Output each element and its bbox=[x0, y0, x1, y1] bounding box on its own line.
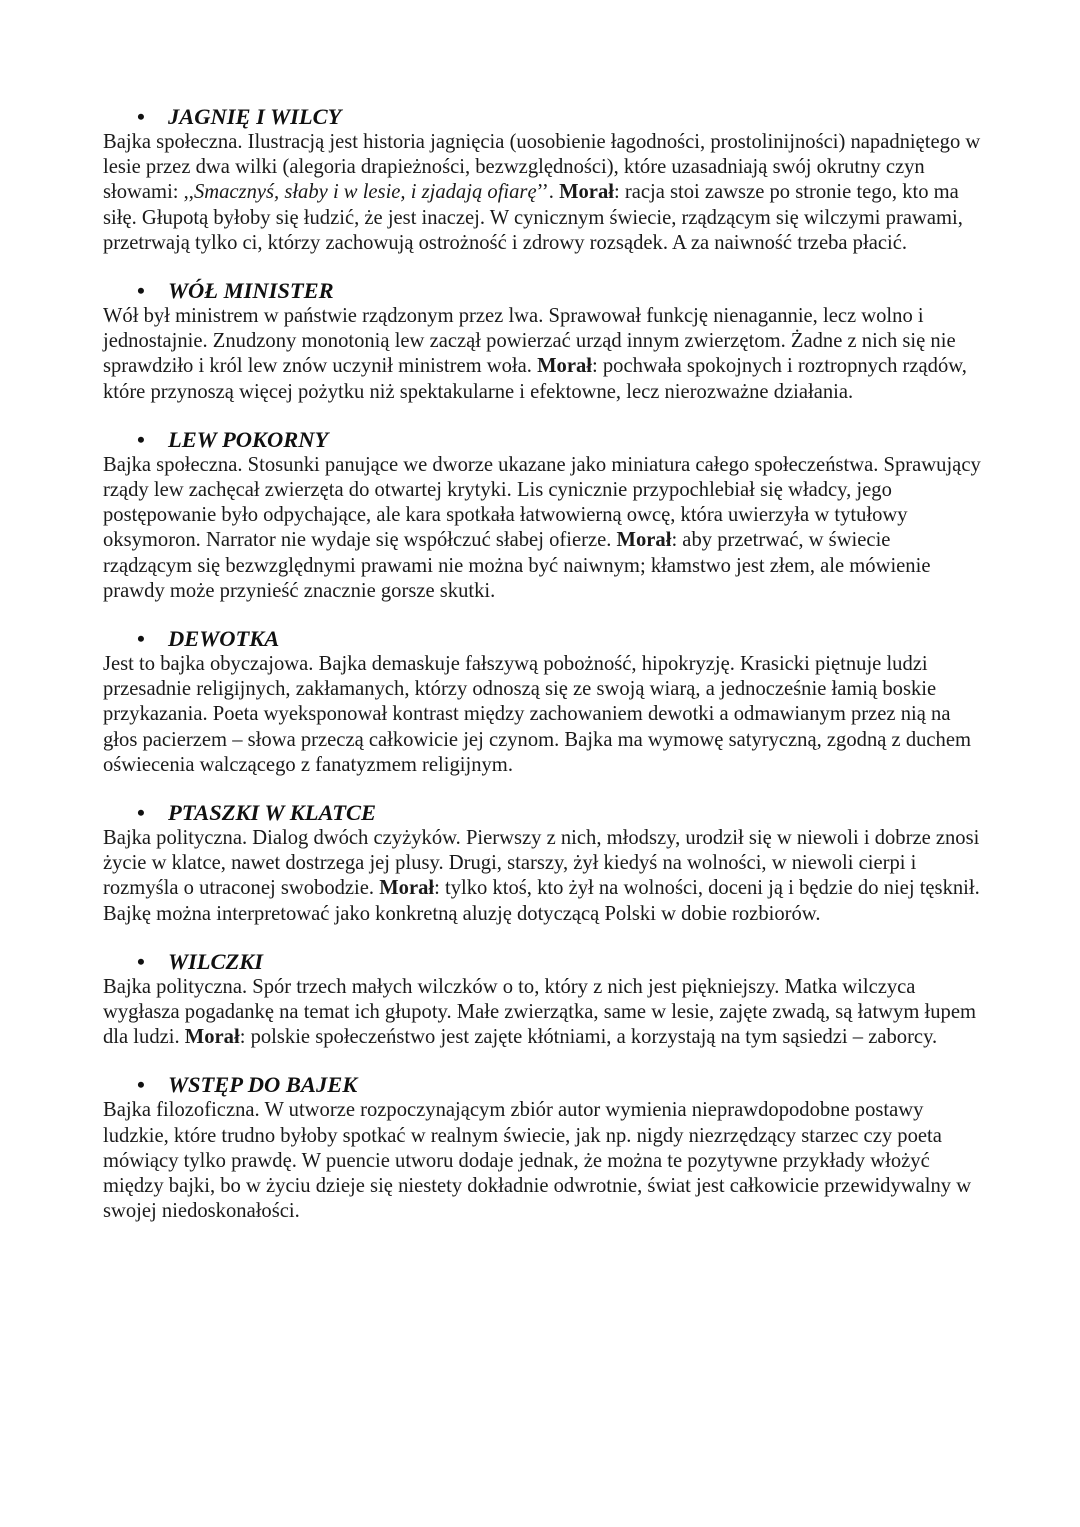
fable-title-text: JAGNIĘ I WILCY bbox=[168, 104, 342, 129]
fable-section bbox=[103, 626, 983, 778]
fable-section bbox=[103, 427, 983, 604]
paragraph-text: Bajka polityczna. Dialog dwóch czyżyków. Pierwszy z nich, młodszy, urodził się w niewoli i dobrze znosi życie w klatce, nawet dostrzega jej plusy. Drugi, starszy, żył kiedyś na wolności, w niewoli cierpi i rozmyśla o utraconej swobodzie. bbox=[103, 827, 980, 900]
fable-title-text: WILCZKI bbox=[168, 948, 264, 974]
fable-title bbox=[103, 626, 983, 652]
fable-section bbox=[103, 278, 983, 405]
fable-title-text: WÓŁ MINISTER bbox=[168, 278, 334, 304]
paragraph-text: Bajka filozoficzna. W utworze rozpoczynającym zbiór autor wymienia nieprawdopodobne postawy ludzkie, które trudno byłoby spotkać w realnym świecie, jak np. nigdy niezrzędzący starzec czy poeta mówiący tylko prawdę. W puencie utworu dodaje jednak, że można te pozytywne przykłady włożyć między bajki, bo w życiu dzieje się niestety dokładnie odwrotnie, świat jest całkowicie przewidywalny w swojej niedoskonałości. bbox=[103, 1099, 972, 1223]
fable-description bbox=[103, 453, 983, 604]
fable-description bbox=[103, 652, 983, 778]
fable-title bbox=[103, 278, 983, 304]
fable-title bbox=[103, 427, 983, 453]
moral-label: Morał bbox=[559, 181, 614, 204]
bullet-icon: • bbox=[137, 948, 145, 974]
fable-section bbox=[103, 949, 983, 1051]
moral-label: Morał bbox=[537, 355, 592, 378]
paragraph-text: : racja stoi zawsze po stronie tego, kto ma siłę. Głupotą byłoby się łudzić, że jest inaczej. W cynicznym świecie, rządzącym się wilczymi prawami, przetrwają tylko ci, którzy zachowują ostrożność i zdrowy rozsądek. A za naiwność trzeba płacić. bbox=[103, 181, 963, 254]
bullet-icon: • bbox=[137, 800, 145, 826]
fable-description bbox=[103, 1098, 983, 1224]
paragraph-text: Wół był ministrem w państwie rządzonym przez lwa. Sprawował funkcję nienagannie, lecz wolno i jednostajnie. Znudzony monotonią lew zaczął powierzać urząd innym zwierzętom. Żadne z nich się nie sprawdziło i król lew znów uczynił ministrem woła. bbox=[103, 305, 956, 378]
fable-description bbox=[103, 304, 983, 405]
paragraph-text: : polskie społeczeństwo jest zajęte kłótniami, a korzystają na tym sąsiedzi – zaborcy. bbox=[239, 1026, 938, 1049]
fable-description bbox=[103, 826, 983, 927]
fable-title-text: LEW POKORNY bbox=[168, 426, 329, 452]
moral-label: Morał bbox=[379, 877, 435, 900]
paragraph-text: : tylko ktoś, kto żył na wolności, doceni ją i będzie do niej tęsknił. Bajkę można interpretować jako konkretną aluzję dotyczącą Polski w dobie rozbiorów. bbox=[103, 877, 980, 925]
fable-title-text: DEWOTKA bbox=[168, 626, 280, 652]
fable-title bbox=[103, 104, 983, 130]
fable-section bbox=[103, 1072, 983, 1224]
bullet-icon: • bbox=[137, 626, 145, 652]
paragraph-text: Jest to bajka obyczajowa. Bajka demaskuje fałszywą pobożność, hipokryzję. Krasicki piętnuje ludzi przesadnie religijnych, zakłamanych, którzy odnoszą się ze swoją wiarą, a jednocześnie łamią boskie przykazania. Poeta wyeksponował kontrast między zachowaniem dewotki a odmawianym przez nią na głos pacierzem – słowa przeczą całkowicie jej czynom. Bajka ma wymowę satyryczną, zgodną z duchem oświecenia walczącego z fanatyzmem religijnym. bbox=[103, 653, 972, 776]
bullet-icon: • bbox=[137, 1072, 145, 1098]
bullet-icon: • bbox=[137, 278, 145, 304]
fable-section bbox=[103, 104, 983, 256]
fable-section bbox=[103, 800, 983, 927]
bullet-icon: • bbox=[137, 104, 145, 129]
fable-title bbox=[103, 800, 983, 826]
paragraph-text: : aby przetrwać, w świecie rządzącym się bezwzględnymi prawami nie można być naiwnym; kłamstwo jest złem, ale mówienie prawdy może przynieść znacznie gorsze skutki. bbox=[103, 529, 931, 602]
fable-title bbox=[103, 949, 983, 975]
moral-label: Morał bbox=[616, 529, 672, 552]
paragraph-text: : pochwała spokojnych i roztropnych rządów, które przynoszą więcej pożytku niż spektakularne i efektowne, lecz nierozważne działania. bbox=[103, 355, 967, 403]
paragraph-text: Bajka społeczna. Stosunki panujące we dworze ukazane jako miniatura całego społeczeństwa. Sprawujący rządy lew zachęcał zwierzęta do otwartej krytyki. Lis cynicznie przypochlebiał się władcy, jego postępowanie było odpychające, ale kara spotkała łatwowierną owcę, która uwierzyła w tytułowy oksymoron. Narrator nie wydaje się współczuć słabej ofierze. bbox=[103, 453, 981, 552]
document-content bbox=[103, 104, 983, 1247]
fable-title-text: PTASZKI W KLATCE bbox=[168, 800, 376, 826]
quote-text: Smacznyś, słaby i w lesie, i zjadają ofiarę bbox=[193, 181, 537, 204]
paragraph-text: Bajka polityczna. Spór trzech małych wilczków o to, który z nich jest piękniejszy. Matka wilczyca wygłasza pogadankę na temat ich głupoty. Małe zwierzątka, same w lesie, zajęte zwadą, są łatwym łupem dla ludzi. bbox=[103, 975, 976, 1049]
paragraph-text: Bajka społeczna. Ilustracją jest historia jagnięcia (uosobienie łagodności, prostolinijności) napadniętego w lesie przez dwa wilki (alegoria drapieżności, bezwzględności), które uzasadniają swój okrutny czyn słowami: ,, bbox=[103, 131, 981, 204]
fable-title-text: WSTĘP DO BAJEK bbox=[168, 1072, 358, 1098]
bullet-icon: • bbox=[137, 426, 145, 452]
paragraph-text: ’’. bbox=[536, 181, 560, 204]
fable-description bbox=[103, 130, 983, 256]
fable-title bbox=[103, 1072, 983, 1098]
fable-description bbox=[103, 975, 983, 1051]
moral-label: Morał bbox=[184, 1026, 240, 1049]
